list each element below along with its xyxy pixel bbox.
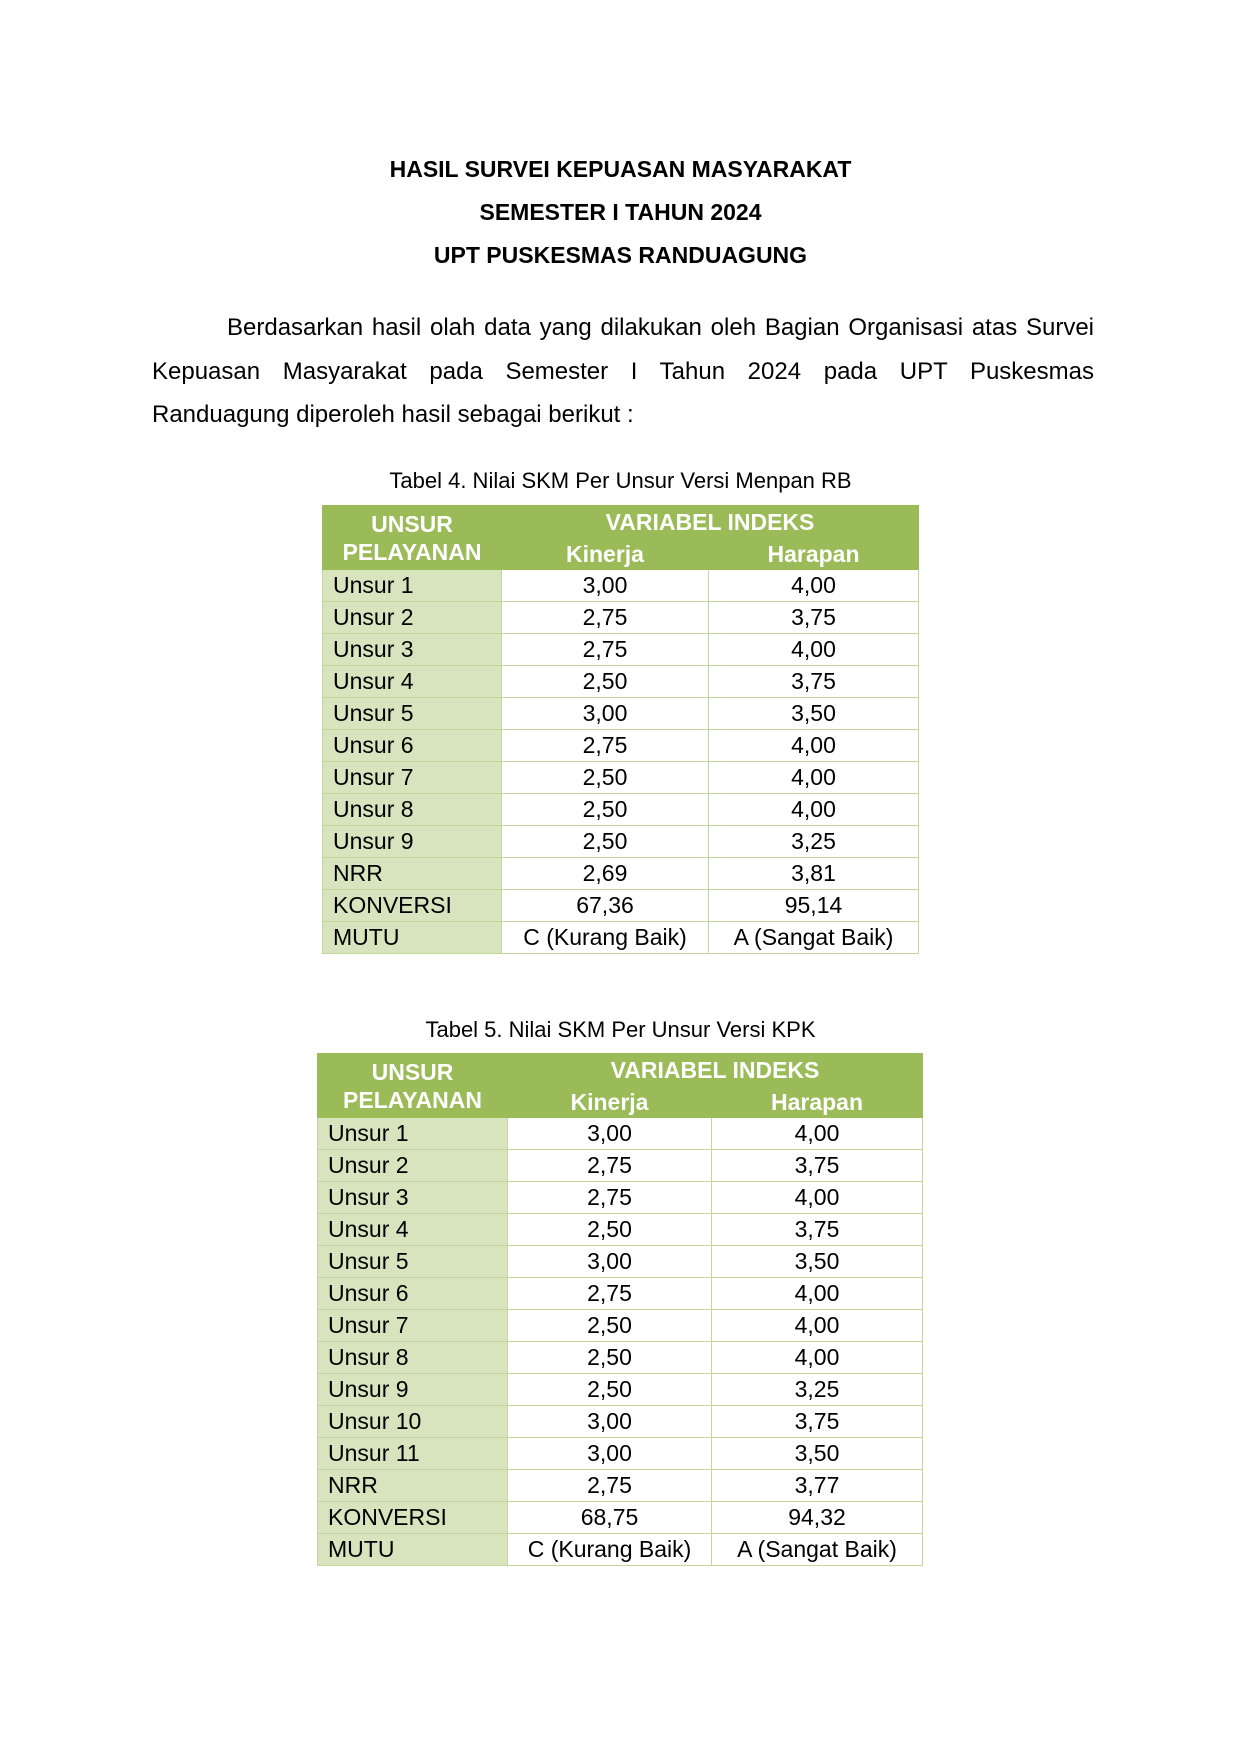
row-kinerja: 2,50 <box>502 826 709 858</box>
row-harapan: 4,00 <box>712 1118 923 1150</box>
table-row <box>323 602 919 634</box>
table4-body <box>323 570 919 954</box>
table-row <box>318 1502 923 1534</box>
row-harapan: 3,75 <box>712 1150 923 1182</box>
table-row <box>318 1438 923 1470</box>
row-label: Unsur 6 <box>323 730 502 762</box>
row-kinerja: 2,50 <box>508 1214 712 1246</box>
row-label: Unsur 8 <box>318 1342 508 1374</box>
row-harapan: 4,00 <box>712 1342 923 1374</box>
row-harapan: 4,00 <box>712 1310 923 1342</box>
row-harapan: 3,77 <box>712 1470 923 1502</box>
row-label: Unsur 2 <box>323 602 502 634</box>
table-row <box>323 922 919 954</box>
table-row <box>323 730 919 762</box>
table5-header-unsur-line2: PELAYANAN <box>343 1086 482 1113</box>
row-label: Unsur 4 <box>318 1214 508 1246</box>
table-row <box>318 1118 923 1150</box>
title-line-3: UPT PUSKESMAS RANDUAGUNG <box>433 242 808 268</box>
row-kinerja: 3,00 <box>502 698 709 730</box>
table-row <box>323 858 919 890</box>
row-label: Unsur 4 <box>323 666 502 698</box>
row-harapan: 3,75 <box>709 666 919 698</box>
row-label: NRR <box>318 1470 508 1502</box>
row-harapan: 3,75 <box>712 1214 923 1246</box>
row-kinerja: 2,75 <box>502 602 709 634</box>
row-harapan: 3,25 <box>709 826 919 858</box>
row-kinerja: 3,00 <box>508 1118 712 1150</box>
table-row <box>323 794 919 826</box>
row-label: Unsur 7 <box>323 762 502 794</box>
table5-header-kinerja: Kinerja <box>508 1086 712 1118</box>
row-kinerja: 2,50 <box>502 762 709 794</box>
intro-paragraph: Berdasarkan hasil olah data yang dilakukan oleh Bagian Organisasi atas Survei Kepuasan Masyarakat pada Semester I Tahun 2024 pada UPT Puskesmas Randuagung diperoleh hasil sebagai berikut : <box>152 314 1094 428</box>
row-label: Unsur 9 <box>323 826 502 858</box>
row-harapan: 3,50 <box>712 1438 923 1470</box>
row-kinerja: C (Kurang Baik) <box>502 922 709 954</box>
table-row <box>318 1534 923 1566</box>
row-harapan: 3,25 <box>712 1374 923 1406</box>
row-kinerja: 3,00 <box>508 1406 712 1438</box>
row-label: KONVERSI <box>318 1502 508 1534</box>
table4-header-kinerja: Kinerja <box>502 538 709 570</box>
row-harapan: 94,32 <box>712 1502 923 1534</box>
table5-header-unsur <box>318 1054 508 1118</box>
row-harapan: 4,00 <box>709 570 919 602</box>
row-kinerja: 2,50 <box>508 1374 712 1406</box>
row-harapan: 3,75 <box>709 602 919 634</box>
row-kinerja: 2,50 <box>508 1310 712 1342</box>
row-harapan: 4,00 <box>709 762 919 794</box>
row-label: Unsur 6 <box>318 1278 508 1310</box>
table-row <box>318 1406 923 1438</box>
table4-skm-menpan-rb <box>322 505 919 954</box>
table4-header-unsur-line2: PELAYANAN <box>342 538 482 565</box>
row-kinerja: 2,69 <box>502 858 709 890</box>
row-label: NRR <box>323 858 502 890</box>
row-kinerja: C (Kurang Baik) <box>508 1534 712 1566</box>
row-label: KONVERSI <box>323 890 502 922</box>
table4-header-harapan: Harapan <box>709 538 919 570</box>
row-kinerja: 3,00 <box>508 1246 712 1278</box>
title-line-2: SEMESTER I TAHUN 2024 <box>479 199 762 225</box>
table5-header-unsur-line1: UNSUR <box>371 1058 454 1085</box>
row-harapan: 3,75 <box>712 1406 923 1438</box>
row-kinerja: 2,50 <box>502 794 709 826</box>
row-label: Unsur 1 <box>318 1118 508 1150</box>
row-label: Unsur 3 <box>323 634 502 666</box>
table5-body <box>318 1118 923 1566</box>
row-label: Unsur 3 <box>318 1182 508 1214</box>
table-row <box>323 890 919 922</box>
table-row <box>323 762 919 794</box>
row-kinerja: 2,75 <box>502 730 709 762</box>
table4-caption: Tabel 4. Nilai SKM Per Unsur Versi Menpan RB <box>389 468 852 493</box>
row-harapan: 4,00 <box>712 1182 923 1214</box>
table4-header-group: VARIABEL INDEKS <box>502 506 919 538</box>
row-harapan: 4,00 <box>709 634 919 666</box>
row-label: Unsur 5 <box>323 698 502 730</box>
row-harapan: A (Sangat Baik) <box>709 922 919 954</box>
row-label: Unsur 11 <box>318 1438 508 1470</box>
row-label: Unsur 2 <box>318 1150 508 1182</box>
table-row <box>318 1182 923 1214</box>
table-row <box>318 1278 923 1310</box>
table-row <box>318 1310 923 1342</box>
table-row <box>323 666 919 698</box>
row-label: Unsur 5 <box>318 1246 508 1278</box>
table-row <box>318 1150 923 1182</box>
table-row <box>318 1470 923 1502</box>
table5-header-harapan: Harapan <box>712 1086 923 1118</box>
title-line-1: HASIL SURVEI KEPUASAN MASYARAKAT <box>389 156 852 182</box>
row-label: Unsur 8 <box>323 794 502 826</box>
table4-header-unsur <box>323 506 502 570</box>
table5-skm-kpk <box>317 1053 923 1566</box>
row-kinerja: 2,50 <box>502 666 709 698</box>
table4-header-unsur-line1: UNSUR <box>371 510 453 537</box>
table-row <box>323 634 919 666</box>
table-row <box>318 1374 923 1406</box>
row-label: Unsur 9 <box>318 1374 508 1406</box>
row-kinerja: 67,36 <box>502 890 709 922</box>
row-harapan: 95,14 <box>709 890 919 922</box>
table5-header-row-1 <box>318 1054 923 1086</box>
row-label: Unsur 10 <box>318 1406 508 1438</box>
document-title <box>0 148 1241 277</box>
row-harapan: 4,00 <box>709 794 919 826</box>
row-kinerja: 2,75 <box>502 634 709 666</box>
row-harapan: 3,81 <box>709 858 919 890</box>
row-kinerja: 3,00 <box>508 1438 712 1470</box>
table5-caption: Tabel 5. Nilai SKM Per Unsur Versi KPK <box>425 1017 816 1042</box>
table-row <box>318 1246 923 1278</box>
table-row <box>318 1342 923 1374</box>
row-kinerja: 68,75 <box>508 1502 712 1534</box>
row-label: MUTU <box>318 1534 508 1566</box>
row-label: Unsur 7 <box>318 1310 508 1342</box>
row-kinerja: 2,50 <box>508 1342 712 1374</box>
row-harapan: 4,00 <box>709 730 919 762</box>
row-harapan: A (Sangat Baik) <box>712 1534 923 1566</box>
table-row <box>323 570 919 602</box>
table-row <box>323 698 919 730</box>
row-harapan: 3,50 <box>712 1246 923 1278</box>
table-row <box>323 826 919 858</box>
row-kinerja: 2,75 <box>508 1470 712 1502</box>
row-kinerja: 2,75 <box>508 1278 712 1310</box>
table4-header-row-1 <box>323 506 919 538</box>
row-kinerja: 2,75 <box>508 1150 712 1182</box>
row-label: MUTU <box>323 922 502 954</box>
row-harapan: 4,00 <box>712 1278 923 1310</box>
table-row <box>318 1214 923 1246</box>
row-kinerja: 2,75 <box>508 1182 712 1214</box>
row-harapan: 3,50 <box>709 698 919 730</box>
table5-header-group: VARIABEL INDEKS <box>508 1054 923 1086</box>
row-kinerja: 3,00 <box>502 570 709 602</box>
row-label: Unsur 1 <box>323 570 502 602</box>
